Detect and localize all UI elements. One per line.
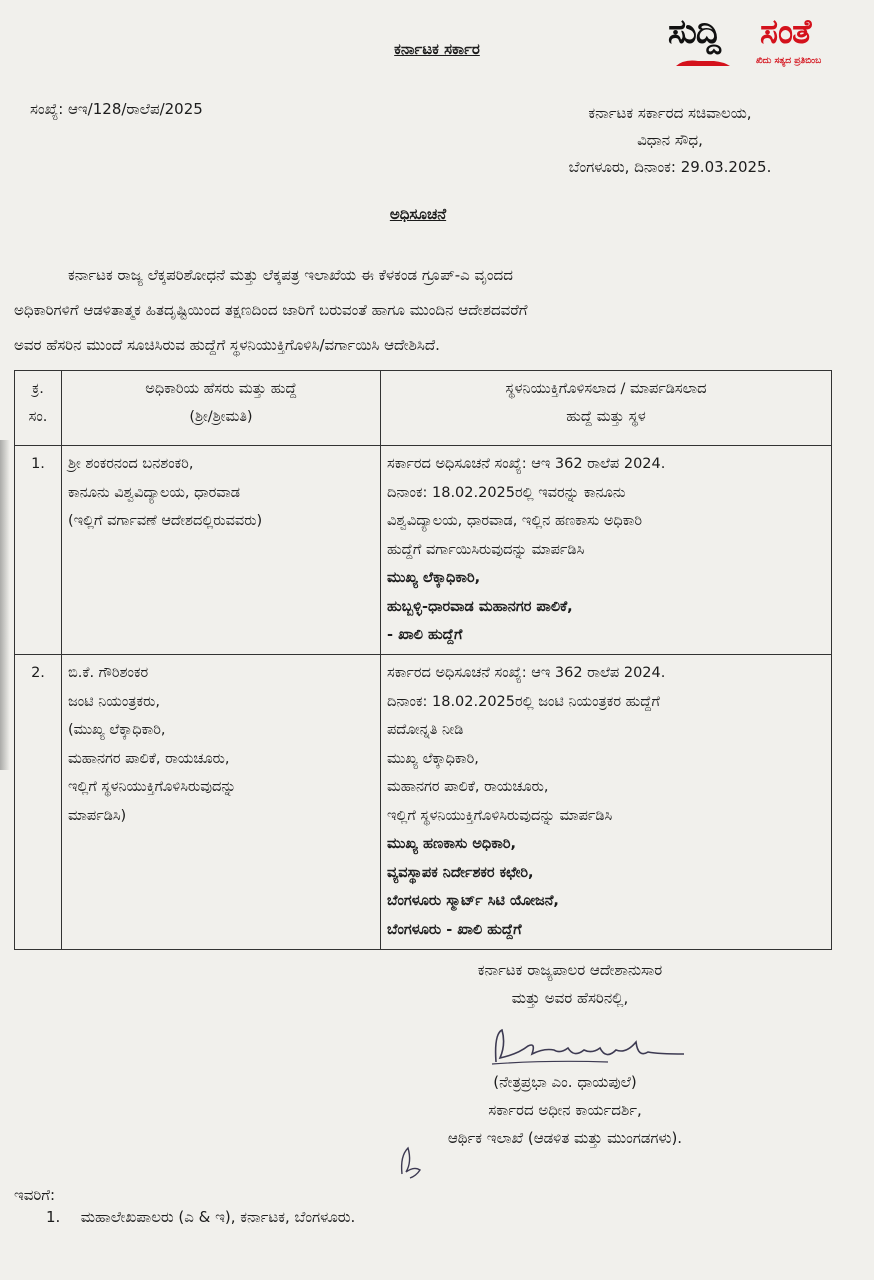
cell-line: ಸರ್ಕಾರದ ಅಧಿಸೂಚನೆ ಸಂಖ್ಯೆ: ಆಇ 362 ರಾಲೆಪ 2024.	[387, 456, 666, 472]
posting-cell	[381, 655, 832, 950]
office-address	[520, 100, 820, 181]
reference-number: ಸಂಖ್ಯೆ: ಆಇ/128/ರಾಲೆಪ/2025	[30, 100, 203, 118]
signatory-block	[380, 1068, 750, 1152]
serial-cell: 2.	[15, 655, 62, 950]
authority-line: ಮತ್ತು ಅವರ ಹೆಸರಿನಲ್ಲಿ,	[511, 989, 629, 1007]
page-edge-shadow	[0, 440, 10, 770]
address-line: ಕರ್ನಾಟಕ ಸರ್ಕಾರದ ಸಚಿವಾಲಯ,	[588, 104, 752, 122]
cell-line: ಮಹಾನಗರ ಪಾಲಿಕೆ, ರಾಯಚೂರು,	[387, 779, 549, 795]
signatory-designation: ಸರ್ಕಾರದ ಅಧೀನ ಕಾರ್ಯದರ್ಶಿ,	[488, 1101, 642, 1119]
notification-body	[14, 258, 834, 363]
cell-line: - ಖಾಲಿ ಹುದ್ದೆಗೆ	[387, 627, 463, 643]
cell-line: ಮುಖ್ಯ ಹಣಕಾಸು ಅಧಿಕಾರಿ,	[387, 836, 517, 852]
cell-line: ಮುಖ್ಯ ಲೆಕ್ಕಾಧಿಕಾರಿ,	[387, 750, 479, 767]
cell-line: ಹುದ್ದೆಗೆ ವರ್ಗಾಯಿಸಿರುವುದನ್ನು ಮಾರ್ಪಡಿಸಿ	[387, 541, 585, 558]
recipient-number: 1.	[46, 1208, 61, 1226]
header-line: ಕ್ರ.	[32, 381, 44, 397]
handwritten-signature	[488, 1024, 688, 1070]
address-line: ಬೆಂಗಳೂರು, ದಿನಾಂಕ: 29.03.2025.	[568, 158, 772, 176]
cell-line: ಸರ್ಕಾರದ ಅಧಿಸೂಚನೆ ಸಂಖ್ಯೆ: ಆಇ 362 ರಾಲೆಪ 2024.	[387, 665, 666, 681]
officer-cell	[62, 446, 381, 655]
government-title: ಕರ್ನಾಟಕ ಸರ್ಕಾರ	[394, 40, 480, 58]
cell-line: ಇಲ್ಲಿಗೆ ಸ್ಥಳನಿಯುಕ್ತಿಗೊಳಿಸಿರುವುದನ್ನು	[68, 779, 237, 795]
cell-line: ವಿಶ್ವವಿದ್ಯಾಲಯ, ಧಾರವಾಡ, ಇಲ್ಲಿನ ಹಣಕಾಸು ಅಧಿಕಾರಿ	[387, 513, 643, 529]
cell-line: ಬೆಂಗಳೂರು - ಖಾಲಿ ಹುದ್ದೆಗೆ	[387, 921, 522, 938]
header-line: ಅಧಿಕಾರಿಯ ಹೆಸರು ಮತ್ತು ಹುದ್ದೆ	[145, 381, 297, 397]
address-line: ವಿಧಾನ ಸೌಧ,	[637, 131, 703, 149]
cell-line: ದಿನಾಂಕ: 18.02.2025ರಲ್ಲಿ ಜಂಟಿ ನಿಯಂತ್ರಕರ ಹುದ್ದೆಗೆ	[387, 693, 660, 710]
logo-word-2: ಸಂತೆ	[760, 12, 811, 52]
authority-clause	[410, 956, 730, 1012]
officer-cell	[62, 655, 381, 950]
car-icon	[674, 58, 744, 68]
cell-line: ಇಲ್ಲಿಗೆ ಸ್ಥಳನಿಯುಕ್ತಿಗೊಳಿಸಿರುವುದನ್ನು ಮಾರ್ಪಡಿಸಿ	[387, 807, 613, 824]
posting-table	[14, 370, 832, 950]
header-posting	[381, 371, 832, 446]
logo-word-1: ಸುದ್ದಿ	[668, 12, 720, 52]
body-line: ಅವರ ಹೆಸರಿನ ಮುಂದೆ ಸೂಚಿಸಿರುವ ಹುದ್ದೆಗೆ ಸ್ಥಳನಿಯುಕ್ತಿಗೊಳಿಸಿ/ವರ್ಗಾಯಿಸಿ ಆದೇಶಿಸಿದೆ.	[14, 336, 440, 354]
header-line: (ಶ್ರೀ/ಶ್ರೀಮತಿ)	[189, 409, 253, 425]
body-line: ಅಧಿಕಾರಿಗಳಿಗೆ ಆಡಳಿತಾತ್ಮಕ ಹಿತದೃಷ್ಟಿಯಿಂದ ತಕ್ಷಣದಿಂದ ಜಾರಿಗೆ ಬರುವಂತೆ ಹಾಗೂ ಮುಂದಿನ ಆದೇಶದವರೆಗೆ	[14, 301, 528, 319]
cell-line: ದಿನಾಂಕ: 18.02.2025ರಲ್ಲಿ ಇವರನ್ನು ಕಾನೂನು	[387, 484, 626, 501]
recipient-text: ಮಹಾಲೇಖಪಾಲರು (ಎ & ಇ), ಕರ್ನಾಟಕ, ಬೆಂಗಳೂರು.	[80, 1208, 356, 1226]
cell-line: ಬಿ.ಕೆ. ಗೌರಿಶಂಕರ	[68, 665, 149, 681]
cell-line: ಮುಖ್ಯ ಲೆಕ್ಕಾಧಿಕಾರಿ,	[387, 570, 481, 586]
serial-cell: 1.	[15, 446, 62, 655]
cell-line: (ಇಲ್ಲಿಗೆ ವರ್ಗಾವಣೆ ಆದೇಶದಲ್ಲಿರುವವರು)	[68, 513, 263, 529]
table-header-row	[15, 371, 832, 446]
cell-line: ಕಾನೂನು ವಿಶ್ವವಿದ್ಯಾಲಯ, ಧಾರವಾಡ	[68, 484, 240, 501]
authority-line: ಕರ್ನಾಟಕ ರಾಜ್ಯಪಾಲರ ಆದೇಶಾನುಸಾರ	[477, 961, 663, 979]
logo-tagline: ಖಿದು ಸತ್ಯದ ಪ್ರತಿಬಿಂಬ	[756, 56, 822, 66]
cell-line: ಬೆಂಗಳೂರು ಸ್ಮಾರ್ಟ್ ಸಿಟಿ ಯೋಜನೆ,	[387, 893, 559, 909]
table-row	[15, 446, 832, 655]
header-officer	[62, 371, 381, 446]
cell-line: ಪದೋನ್ನತಿ ನೀಡಿ	[387, 722, 464, 738]
body-line: ಕರ್ನಾಟಕ ರಾಜ್ಯ ಲೆಕ್ಕಪರಿಶೋಧನೆ ಮತ್ತು ಲೆಕ್ಕಪತ್ರ ಇಲಾಖೆಯ ಈ ಕೆಳಕಂಡ ಗ್ರೂಪ್-ಎ ವೃಂದದ	[68, 266, 513, 284]
header-serial	[15, 371, 62, 446]
cell-line: ಶ್ರೀ ಶಂಕರನಂದ ಬನಶಂಕರಿ,	[68, 456, 194, 472]
cell-line: ಜಂಟಿ ನಿಯಂತ್ರಕರು,	[68, 693, 160, 710]
cell-line: ವ್ಯವಸ್ಥಾಪಕ ನಿರ್ದೇಶಕರ ಕಛೇರಿ,	[387, 864, 534, 881]
table-row	[15, 655, 832, 950]
posting-cell	[381, 446, 832, 655]
cell-line: (ಮುಖ್ಯ ಲೆಕ್ಕಾಧಿಕಾರಿ,	[68, 722, 166, 738]
header-line: ಸಂ.	[28, 409, 48, 425]
header-line: ಸ್ಥಳನಿಯುಕ್ತಿಗೊಳಿಸಲಾದ / ಮಾರ್ಪಡಿಸಲಾದ	[505, 381, 707, 397]
notification-title: ಅಧಿಸೂಚನೆ	[389, 205, 447, 223]
signatory-name: (ನೇತ್ರಪ್ರಭಾ ಎಂ. ಧಾಯಪುಲೆ)	[493, 1073, 637, 1091]
header-line: ಹುದ್ದೆ ಮತ್ತು ಸ್ಥಳ	[566, 409, 646, 425]
cell-line: ಹುಬ್ಬಳ್ಳಿ-ಧಾರವಾಡ ಮಹಾನಗರ ಪಾಲಿಕೆ,	[387, 598, 573, 615]
cell-line: ಮಾರ್ಪಡಿಸಿ)	[68, 807, 127, 824]
signatory-department: ಆರ್ಥಿಕ ಇಲಾಖೆ (ಆಡಳಿತ ಮತ್ತು ಮುಂಗಡಗಳು).	[447, 1129, 683, 1147]
initial-mark	[392, 1140, 432, 1180]
recipient-item	[46, 1208, 355, 1226]
cell-line: ಮಹಾನಗರ ಪಾಲಿಕೆ, ರಾಯಚೂರು,	[68, 750, 230, 767]
recipients-label: ಇವರಿಗೆ:	[14, 1186, 56, 1204]
